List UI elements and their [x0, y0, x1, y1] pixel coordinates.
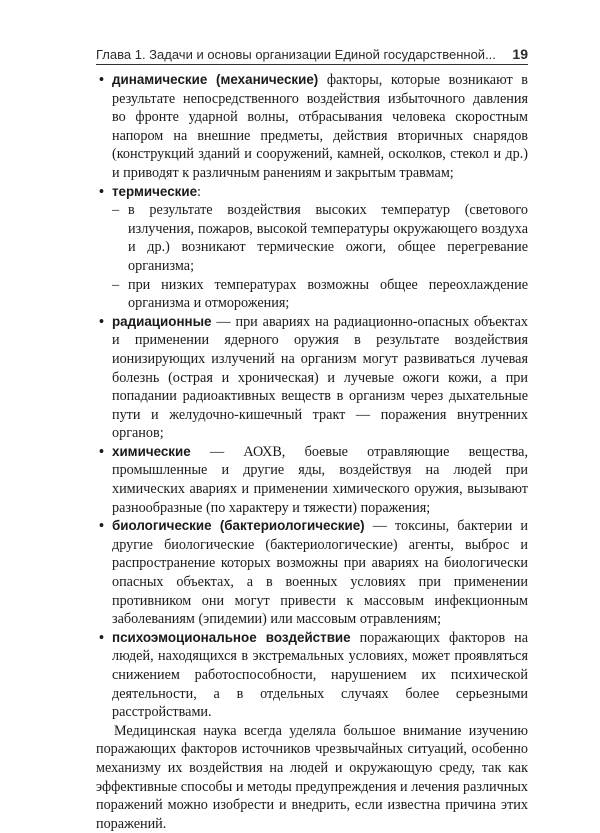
item-text: — АОХВ, боевые отравляющие вещества, промышленные и другие яды, воздействуя на людей при химических авариях и применении химического оружия, вызывают разнообразные (по характеру и тяжести) поражения;: [112, 443, 528, 516]
bullet-icon: •: [99, 72, 104, 88]
header-rule: [96, 64, 528, 65]
item-text: — при авариях на радиационно-опасных объектах и применении ядерного оружия в результате воздействия ионизирующих излучений на организм могут развиваться лучевая болезнь (острая и хроническая) и лучевые ожоги кожи, а при попадании радиоактивных веществ в организм через дыхательные пути и желудочно-кишечный тракт — поражения внутренних органов;: [112, 313, 528, 442]
chapter-title: Глава 1. Задачи и основы организации Единой государственной...: [96, 47, 496, 62]
bullet-item-biological: [96, 517, 528, 629]
bullet-icon: •: [99, 629, 104, 646]
running-header: [96, 46, 528, 62]
sub-item-text: при низких температурах возможны общее переохлаждение организма и отморожения;: [128, 276, 528, 312]
bullet-icon: •: [99, 313, 104, 330]
item-text: факторы, которые возникают в результате непосредственного воздействия избыточного давления во фронте ударной волны, отбрасывания человека скоростным напором на внешние предметы, действия вторичных снарядов (конструкций зданий и сооружений, камней, осколков, стекол и др.) и приводят к различным ранениям и закрытым травмам;: [112, 72, 528, 181]
bullet-icon: •: [99, 183, 104, 200]
bullet-item-thermal: [96, 183, 528, 202]
body-text: [96, 71, 528, 833]
page-number: 19: [512, 46, 528, 62]
term-chemical: химические: [112, 443, 191, 459]
term-dynamic: динамические (механические): [112, 72, 319, 87]
term-biological: биологические (бактериологические): [112, 518, 365, 534]
item-text: :: [197, 183, 201, 200]
sub-item-text: в результате воздействия высоких температур (светового излучения, пожаров, высокой температуры окружающего воздуха и др.) возникают термические ожоги, общее перегревание организма;: [128, 202, 528, 274]
bullet-item-psycho: [96, 629, 528, 722]
bullet-item-radiation: [96, 313, 528, 443]
dash-icon: –: [112, 202, 120, 219]
bullet-icon: •: [99, 518, 104, 535]
item-text: поражающих факторов на людей, находящихся в экстремальных условиях, может проявляться снижением работоспособности, нарушением их психической деятельности, а в отдельных случаях более серьезными расстройствами.: [112, 629, 529, 721]
sub-item-low-temp: [112, 276, 528, 313]
bullet-item-dynamic: [96, 71, 528, 183]
item-text: — токсины, бактерии и другие биологические (бактериологические) агенты, выброс и распространение которых возможны при авариях на биологически опасных объектах, а в военных условиях при применении противником они могут привести к массовым инфекционным заболеваниям (эпидемии) или массовым отравлениям;: [112, 518, 528, 628]
dash-icon: –: [112, 276, 120, 293]
term-psycho: психоэмоциональное воздействие: [112, 629, 351, 645]
bullet-item-chemical: [96, 443, 528, 517]
term-radiation: радиационные: [112, 313, 212, 329]
bullet-icon: •: [99, 443, 104, 460]
sub-item-high-temp: [112, 201, 528, 275]
closing-paragraph: Медицинская наука всегда уделяла большое внимание изучению поражающих факторов источников чрезвычайных ситуаций, особенно механизму их воздействия на людей и окружающую среду, так как эффективные способы и методы предупреждения и лечения различных поражений можно изобрести и внедрить, если известна причина этих поражений.: [96, 722, 528, 832]
term-thermal: термические: [112, 183, 198, 199]
sub-list-thermal: [96, 201, 528, 313]
